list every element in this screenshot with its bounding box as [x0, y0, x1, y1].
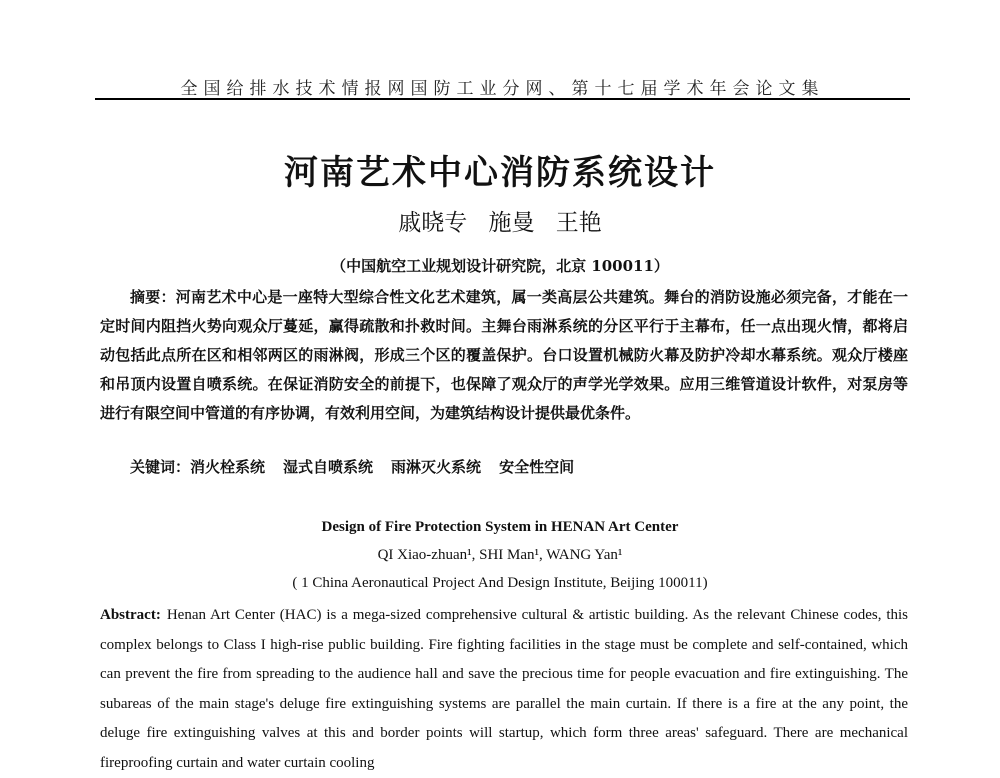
keyword-item: 安全性空间 [499, 458, 575, 476]
chinese-authors: 戚晓专 施曼 王艳 [398, 210, 602, 236]
english-abstract-label: Abstract: [100, 607, 161, 623]
chinese-abstract [100, 283, 908, 428]
running-header: 全国给排水技术情报网国防工业分网、第十七届学术年会论文集 [180, 79, 825, 99]
english-title: Design of Fire Protection System in HENAN Art Center [321, 519, 679, 535]
keyword-item: 雨淋灭火系统 [391, 458, 482, 476]
keyword-item: 消火栓系统 [190, 458, 266, 476]
chinese-abstract-label: 摘要： [130, 288, 176, 306]
chinese-keywords [130, 456, 592, 477]
english-abstract [100, 601, 908, 778]
chinese-title: 河南艺术中心消防系统设计 [284, 153, 716, 193]
header-rule [95, 98, 910, 100]
english-abstract-text: Henan Art Center (HAC) is a mega-sized comprehensive cultural & artistic building. As the relevant Chinese codes, this complex belongs to Class I high-rise public building. Fire fighting facilities in the stage must be complete and self-contained, which can prevent the fire from spreading to the audience hall and save the precious time for people evacuation and fire extinguishing. The subareas of the main stage's deluge fire extinguishing systems are parallel the main curtain. If there is a fire at the any point, the deluge fire extinguishing valves at this and border points will startup, which form three areas' safeguard. There are mechanical fireproofing curtain and water curtain cooling [100, 607, 908, 771]
keyword-item: 湿式自喷系统 [283, 458, 374, 476]
chinese-abstract-text: 河南艺术中心是一座特大型综合性文化艺术建筑，属一类高层公共建筑。舞台的消防设施必须完备，才能在一定时间内阻挡火势向观众厅蔓延，赢得疏散和扑救时间。主舞台雨淋系统的分区平行于主幕布，任一点出现火情，都将启动包括此点所在区和相邻两区的雨淋阀，形成三个区的覆盖保护。台口设置机械防火幕及防护冷却水幕系统。观众厅楼座和吊顶内设置自喷系统。在保证消防安全的前提下，也保障了观众厅的声学光学效果。应用三维管道设计软件，对泵房等进行有限空间中管道的有序协调，有效利用空间，为建筑结构设计提供最优条件。 [100, 288, 908, 422]
chinese-keywords-label: 关键词： [130, 458, 191, 476]
english-affiliation: ( 1 China Aeronautical Project And Design Institute, Beijing 100011) [292, 575, 708, 591]
english-authors: QI Xiao-zhuan¹, SHI Man¹, WANG Yan¹ [377, 547, 623, 563]
chinese-affiliation: （中国航空工业规划设计研究院，北京 100011） [331, 257, 669, 275]
